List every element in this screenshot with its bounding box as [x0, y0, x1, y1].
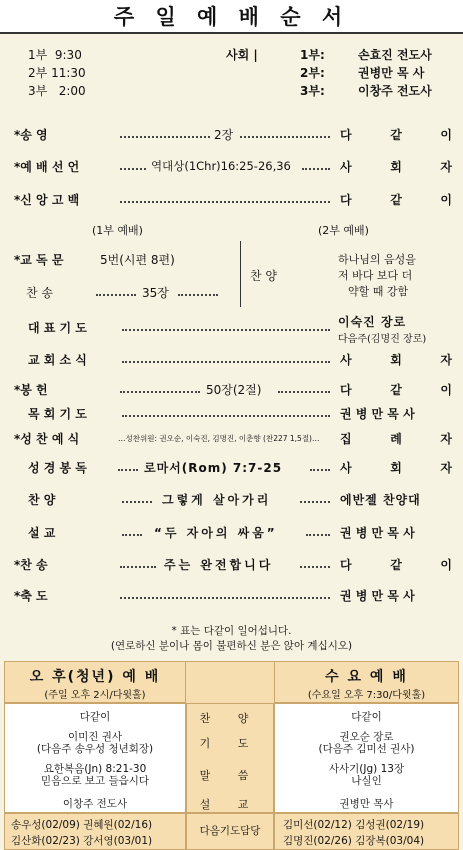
host-part-3: 3부: — [300, 84, 325, 98]
wednesday-sermon-title: 나실인 — [351, 775, 382, 787]
host-name-1: 손효진 전도사 — [358, 48, 432, 62]
order-anthem: 찬 양 그렇게 살아가리 에반젤 찬양대 — [28, 493, 421, 507]
afternoon-sermon-title: 믿음으로 보고 들읍시다 — [40, 775, 150, 787]
order-sermon: 설 교 “두 자아의 싸움” 권 병 만 목 사 — [28, 526, 415, 540]
wednesday-header — [274, 661, 459, 703]
order-reading: *교 독 문 5번(시편 8편) — [14, 253, 175, 267]
order-offering: *봉 헌 50장(2절) 다 같 이 — [14, 383, 452, 397]
afternoon-title: 오 후(청년) 예 배 — [29, 669, 161, 685]
divider — [240, 241, 241, 307]
afternoon-prayer-next: (다음주 송우성 청년회장) — [36, 743, 154, 755]
order-call: *예 배 선 언 역대상(1Chr)16:25-26,36 사 회 자 — [14, 159, 452, 174]
wednesday-preacher: 권병만 목사 — [339, 798, 394, 810]
role-choir: 찬 양 — [199, 712, 261, 725]
wednesday-body — [274, 703, 459, 813]
order-song: *송 영 2장 다 같 이 — [14, 128, 452, 142]
wednesday-rota-1: 김미선(02/12) 김성권(02/19) — [283, 819, 425, 831]
afternoon-prayer: 이미진 권사 — [67, 731, 123, 743]
page-title: 주 일 예 배 순 서 — [0, 0, 463, 34]
role-word: 말 씀 — [199, 769, 261, 782]
order-news: 교 회 소 식 사 회 자 — [28, 353, 452, 367]
prayer-leader: 이숙진 장로 — [338, 315, 407, 329]
order-bible: 성 경 봉 독 로마서(Rom) 7:7-25 사 회 자 — [28, 461, 452, 475]
standing-note: * 표는 다같이 일어섭니다. — [171, 625, 292, 637]
next-prayer-label: 다음기도담당 — [186, 813, 274, 850]
afternoon-preacher: 이창주 전도사 — [62, 798, 128, 810]
service-part-3: 3부 2:00 — [28, 84, 86, 98]
wednesday-prayer: 권오순 장로 — [339, 731, 394, 743]
seated-note: (연로하신 분이나 몸이 불편하신 분은 앉아 계십시오) — [110, 640, 353, 652]
wednesday-prayer-next: (다음주 김미선 권사) — [318, 743, 415, 755]
host-name-2: 권병만 목 사 — [358, 66, 425, 80]
afternoon-sub: (주일 오후 2시/다윗홀) — [44, 690, 146, 701]
order-prayer: 대 표 기 도 — [0, 319, 463, 337]
order-pastor-prayer: 목 회 기 도 권 병 만 목 사 — [28, 407, 415, 421]
order-sacrament: *성 찬 예 식 …성찬위원: 권오순, 이숙진, 김명진, 이춘향 (찬227 1,5절)… 집 례 자 — [14, 432, 452, 446]
afternoon-rota-2: 김산화(02/23) 강서영(03/01) — [11, 835, 153, 847]
host-part-1: 1부: — [300, 48, 325, 62]
order-hymn2: *찬 송 주는 완전합니다 다 같 이 — [14, 558, 452, 572]
afternoon-rota-1: 송우성(02/09) 권혜원(02/16) — [11, 819, 153, 831]
service-part-2: 2부 11:30 — [28, 66, 86, 80]
afternoon-choir: 다같이 — [79, 711, 111, 723]
service-part-1: 1부 9:30 — [28, 48, 82, 62]
choir-label: 찬 양 — [250, 269, 277, 283]
choir-song-2: 저 바다 보다 더 — [338, 269, 413, 282]
wednesday-title: 수 요 예 배 — [325, 669, 408, 685]
order-hymn1: 찬 송 35장 — [0, 284, 463, 302]
prayer-next: 다음주(김명진 장로) — [338, 334, 427, 345]
wednesday-rota-2: 김명진(02/26) 김장복(03/04) — [283, 835, 425, 847]
role-labels — [186, 703, 274, 813]
order-creed: *신 앙 고 백 다 같 이 — [14, 193, 452, 207]
wednesday-prayer-rota — [274, 813, 459, 850]
part1-label: (1부 예배) — [92, 224, 143, 237]
order-blessing: *축 도 권 병 만 목 사 — [14, 589, 415, 603]
wednesday-sub: (수요일 오후 7:30/다윗홀) — [307, 690, 426, 701]
afternoon-body — [4, 703, 186, 813]
role-prayer: 기 도 — [199, 737, 261, 750]
host-name-3: 이창주 전도사 — [358, 84, 432, 98]
afternoon-header — [4, 661, 186, 703]
wednesday-scripture: 사사기(Jg) 13장 — [328, 763, 405, 775]
host-part-2: 2부: — [300, 66, 325, 80]
choir-song-1: 하나님의 음성을 — [338, 253, 416, 266]
afternoon-scripture: 요한복음(Jn) 8:21-30 — [43, 763, 147, 775]
role-sermon: 설 교 — [199, 798, 261, 811]
host-label: 사회 | — [226, 48, 258, 62]
wednesday-choir: 다같이 — [351, 711, 382, 723]
part2-label: (2부 예배) — [318, 224, 369, 237]
choir-song-3: 약할 때 강함 — [348, 285, 409, 298]
afternoon-prayer-rota — [4, 813, 186, 850]
